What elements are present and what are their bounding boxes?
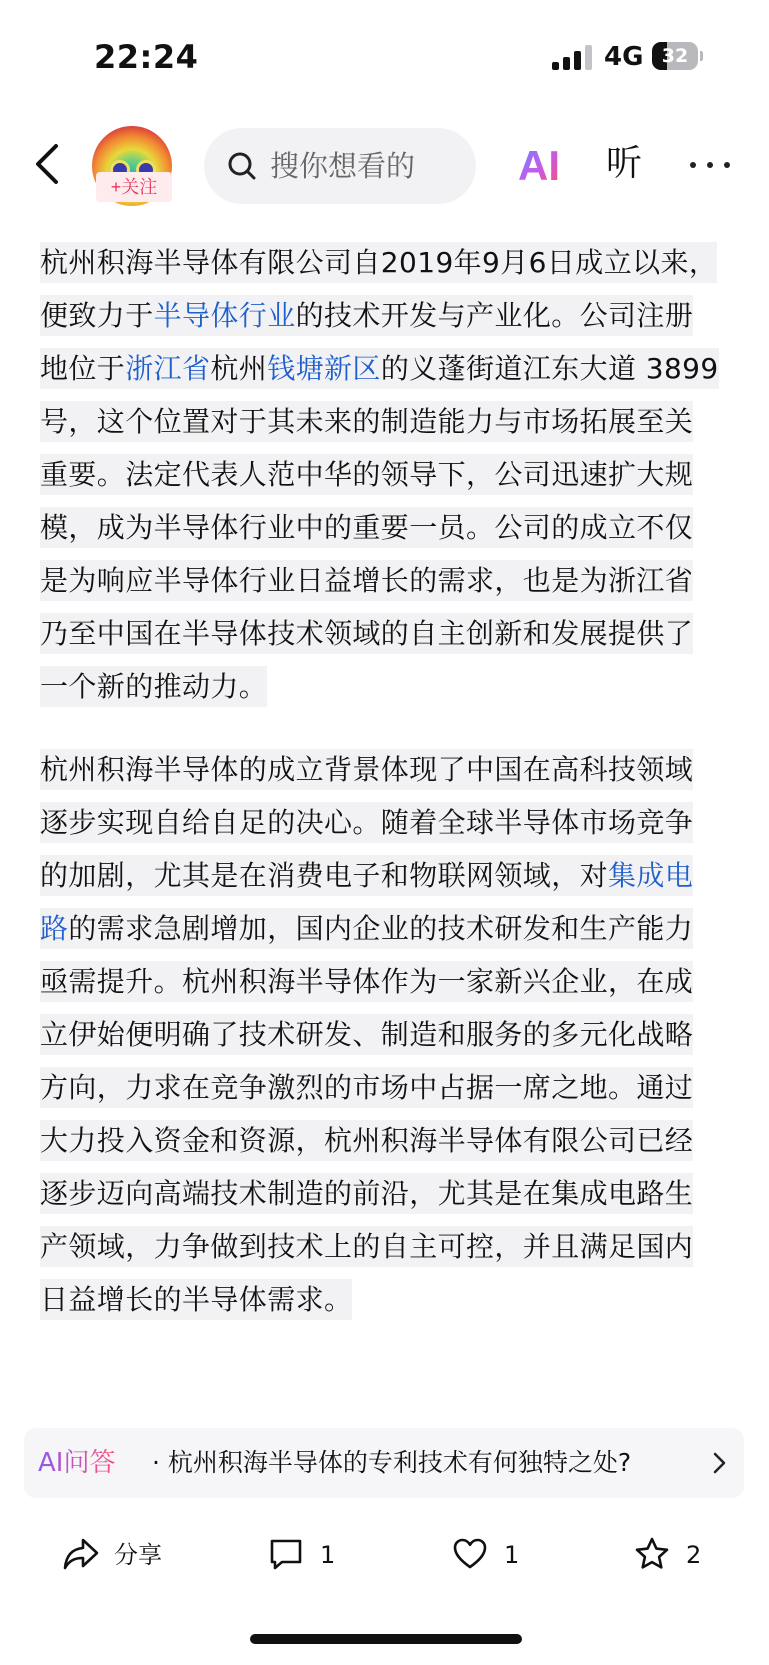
battery-icon (652, 42, 704, 72)
link-semiconductor-industry[interactable]: 半导体行业 (153, 299, 296, 332)
comment-button[interactable] (268, 1510, 348, 1600)
ai-button[interactable] (516, 138, 566, 190)
search-icon (226, 150, 258, 182)
paragraph-text: 杭州积海半导体的成立背景体现了中国在高科技领域逐步实现自给自足的决心。随着全球半导体市场竞争的加剧，尤其是在消费电子和物联网领域，对 (40, 753, 694, 892)
search-input[interactable] (204, 128, 476, 204)
link-zhejiang[interactable]: 浙江省 (125, 352, 211, 385)
nav-bar (0, 120, 769, 216)
back-icon[interactable] (30, 140, 66, 188)
listen-button[interactable]: 听 (606, 143, 643, 184)
like-button[interactable] (452, 1510, 532, 1600)
paragraph-text: 的技术开发与产业化。公司注册地位于 (40, 299, 694, 385)
ai-qa-label: AI问答 (38, 1428, 115, 1498)
signal-icon (552, 44, 594, 70)
link-qiantang-new-district[interactable]: 钱塘新区 (267, 352, 381, 385)
ai-qa-question-text: 杭州积海半导体的专利技术有何独特之处? (167, 1448, 632, 1477)
chevron-right-icon (712, 1452, 728, 1474)
ai-qa-question (152, 1428, 631, 1498)
article-paragraph-2 (40, 743, 720, 1326)
share-label: 分享 (114, 1541, 162, 1569)
favorite-button[interactable] (634, 1510, 714, 1600)
battery-level: 32 (661, 45, 689, 67)
like-count: 1 (504, 1541, 520, 1569)
ai-qa-bar[interactable] (24, 1428, 744, 1498)
article-body (40, 236, 720, 1356)
status-bar (0, 0, 769, 110)
paragraph-text: 的需求急剧增加，国内企业的技术研发和生产能力亟需提升。杭州积海半导体作为一家新兴企业，在成立伊始便明确了技术研发、制造和服务的多元化战略方向，力求在竞争激烈的市场中占据一席之地。通过大力投入资金和资源，杭州积海半导体有限公司已经逐步迈向高端技术制造的前沿，尤其是在集成电路生产领域，力争做到技术上的自主可控，并且满足国内日益增长的半导体需求。 (40, 912, 694, 1316)
share-button[interactable] (62, 1510, 172, 1600)
favorite-count: 2 (686, 1541, 702, 1569)
paragraph-text: 杭州积海半导体有限公司自2019年9月6日成立以来，便致力于 (40, 246, 718, 332)
article-paragraph-1 (40, 236, 720, 713)
star-icon (634, 1536, 670, 1572)
paragraph-text: 的义蓬街道江东大道 3899 号，这个位置对于其未来的制造能力与市场拓展至关重要。法定代表人范中华的领导下，公司迅速扩大规模，成为半导体行业中的重要一员。公司的成立不仅是为响应半导体行业日益增长的需求，也是为浙江省乃至中国在半导体技术领域的自主创新和发展提供了一个新的推动力。 (40, 352, 719, 703)
heart-icon (452, 1536, 488, 1572)
comment-icon (268, 1536, 304, 1572)
status-time: 22:24 (94, 38, 199, 76)
search-placeholder: 搜你想看的 (270, 149, 416, 183)
ai-qa-separator: · (152, 1448, 160, 1477)
more-icon[interactable] (688, 132, 732, 196)
bottom-action-bar (0, 1510, 769, 1600)
ai-label: AI (518, 142, 560, 189)
link-integrated-circuit[interactable]: 集成电路 (40, 859, 694, 945)
comment-count: 1 (320, 1541, 336, 1569)
paragraph-text: 杭州 (210, 352, 268, 385)
network-type: 4G (604, 42, 644, 72)
share-icon (62, 1536, 100, 1572)
follow-button[interactable]: +关注 (96, 172, 172, 202)
home-indicator (250, 1634, 522, 1644)
